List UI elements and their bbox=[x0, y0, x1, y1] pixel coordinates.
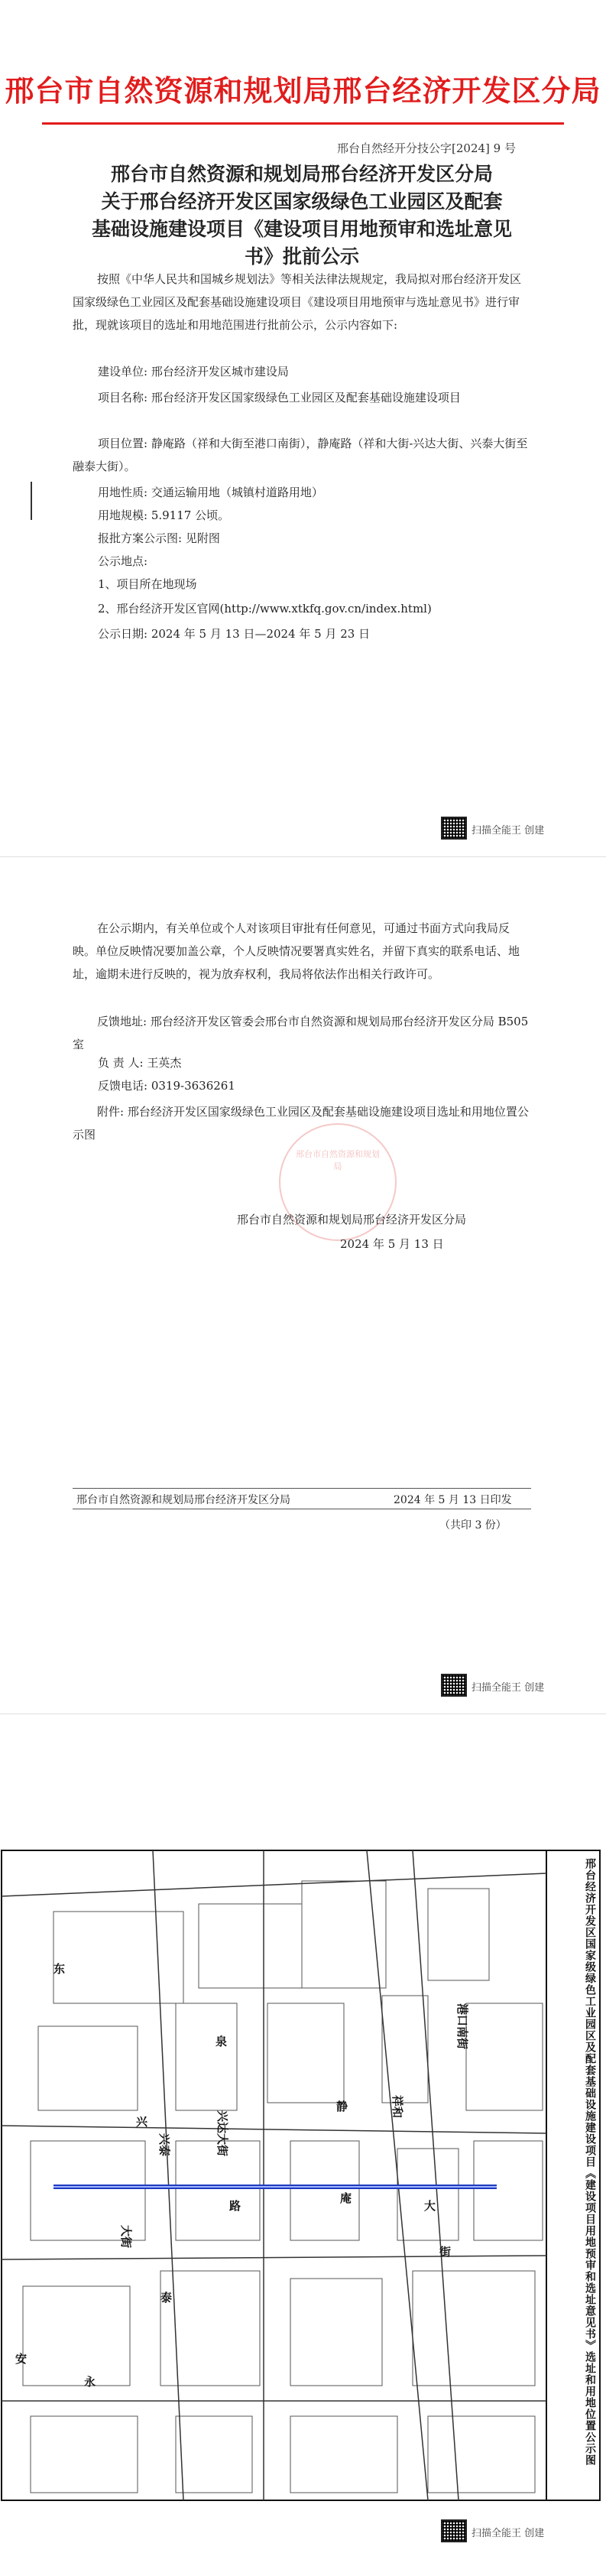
road-label-jing-an: 静 bbox=[336, 2100, 348, 2113]
land-scale: 用地规模: 5.9117 公顷。 bbox=[98, 508, 230, 522]
road-label-xingtai: 兴泰 bbox=[157, 2133, 171, 2157]
place-label: 公示地点: bbox=[98, 554, 148, 568]
road-label-yong: 永 bbox=[84, 2375, 96, 2389]
print-copies: （共印 3 份） bbox=[439, 1519, 507, 1532]
location-map bbox=[0, 1751, 606, 2554]
notice-paragraph: 在公示期内，有关单位或个人对该项目审批有任何意见，可通过书面方式向我局反映。单位反映情况要加盖公章，个人反映情况要署真实姓名，并留下真实的联系电话、地址，逾期未进行反映的，视为放弃权利，我局将依法作出相关行政许可。 bbox=[73, 921, 520, 981]
document-title: 邢台市自然资源和规划局邢台经济开发区分局 关于邢台经济开发区国家级绿色工业园区及配套 基础设施建设项目《建设项目用地预审和选址意见 书》批前公示 bbox=[91, 163, 512, 268]
document-page-1 bbox=[0, 0, 606, 856]
feedback-address: 反馈地址: 邢台经济开发区管委会邢台市自然资源和规划局邢台经济开发区分局 B505 室 bbox=[73, 1015, 529, 1051]
place-item-2: 2、邢台经济开发区官网(http://www.xtkfq.gov.cn/index.html) bbox=[98, 602, 432, 616]
feedback-phone: 反馈电话: 0319-3636261 bbox=[98, 1079, 235, 1093]
road-label-lu: 路 bbox=[229, 2199, 241, 2213]
place-item-1: 1、项目所在地现场 bbox=[98, 577, 197, 591]
plan-map-ref: 报批方案公示图: 见附图 bbox=[98, 531, 220, 545]
construction-unit: 建设单位: 邢台经济开发区城市建设局 bbox=[98, 365, 289, 378]
road-label-an: 庵 bbox=[340, 2191, 352, 2205]
map-title: 邢台经济开发区国家级绿色工业园区及配套基础设施建设项目《建设项目用地预审和选址意见书》选址和用地位置公示图 bbox=[584, 1858, 596, 2466]
project-location: 项目位置: 静庵路（祥和大街至港口南街），静庵路（祥和大街-兴达大街、兴泰大街至融泰大街）。 bbox=[73, 437, 528, 473]
road-label-xing: 兴 bbox=[136, 2115, 148, 2129]
margin-mark bbox=[31, 482, 32, 520]
intro-paragraph: 按照《中华人民共和国城乡规划法》等相关法律法规规定，我局拟对邢台经济开发区国家级绿色工业园区及配套基础设施建设项目《建设项目用地预审与选址意见书》进行审批，现就该项目的选址和用地范围进行批前公示，公示内容如下: bbox=[73, 272, 522, 332]
road-label-an2: 安 bbox=[15, 2352, 28, 2366]
scanner-watermark: 扫描全能王 创建 bbox=[472, 825, 545, 836]
red-header: 邢台市自然资源和规划局邢台经济开发区分局 bbox=[5, 73, 601, 108]
road-label-gangkou: 港口南街 bbox=[455, 2003, 469, 2050]
map-border bbox=[2, 1850, 546, 2500]
project-name: 项目名称: 邢台经济开发区国家级绿色工业园区及配套基础设施建设项目 bbox=[98, 391, 461, 404]
footer-rule-top bbox=[73, 1488, 531, 1489]
responsible-person: 负 责 人: 王英杰 bbox=[98, 1056, 182, 1070]
land-use: 用地性质: 交通运输用地（城镇村道路用地） bbox=[98, 486, 323, 499]
scanner-watermark: 扫描全能王 创建 bbox=[472, 1682, 545, 1694]
footer-date: 2024 年 5 月 13 日印发 bbox=[394, 1494, 512, 1506]
road-label-xianghe: 祥和 bbox=[390, 2095, 404, 2119]
road-label-jie: 街 bbox=[439, 2245, 452, 2259]
signature-date: 2024 年 5 月 13 日 bbox=[340, 1237, 444, 1251]
qr-icon bbox=[441, 2519, 467, 2542]
road-label-tai: 泰 bbox=[160, 2291, 173, 2305]
publicity-date: 公示日期: 2024 年 5 月 13 日—2024 年 5 月 23 日 bbox=[98, 627, 371, 641]
scanner-watermark: 扫描全能王 创建 bbox=[472, 2528, 545, 2539]
document-page-2 bbox=[0, 857, 606, 1714]
road-label-dong: 东 bbox=[53, 1962, 66, 1976]
header-divider bbox=[42, 122, 564, 125]
attachment-note: 附件: 邢台经济开发区国家级绿色工业园区及配套基础设施建设项目选址和用地位置公示图 bbox=[73, 1105, 529, 1142]
qr-icon bbox=[441, 817, 467, 840]
road-label-xingda: 兴达大街 bbox=[216, 2110, 229, 2157]
road-label-jing: 泉 bbox=[216, 2035, 228, 2048]
qr-icon bbox=[441, 1674, 467, 1697]
document-number: 邢台自然经开分技公字[2024] 9 号 bbox=[337, 141, 516, 155]
road-label-dajie: 大街 bbox=[119, 2225, 133, 2249]
official-seal: 邢台市自然资源和规划局 bbox=[279, 1123, 397, 1241]
footer-org: 邢台市自然资源和规划局邢台经济开发区分局 bbox=[76, 1494, 290, 1506]
road-label-da: 大 bbox=[424, 2199, 436, 2213]
map-canvas bbox=[0, 1751, 606, 2554]
signature-org: 邢台市自然资源和规划局邢台经济开发区分局 bbox=[237, 1213, 467, 1226]
